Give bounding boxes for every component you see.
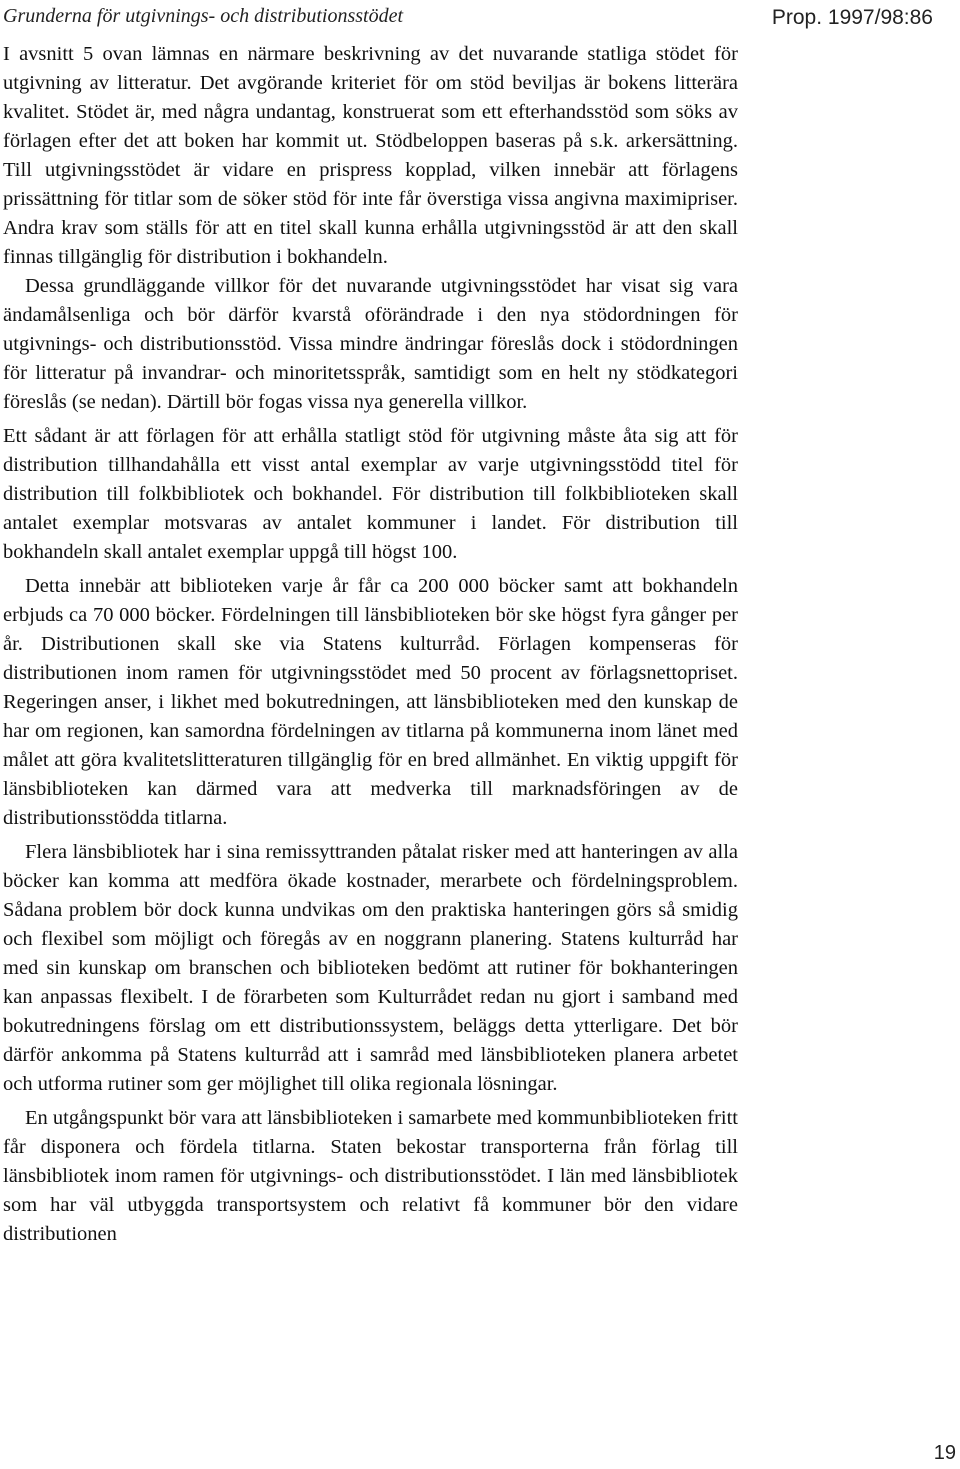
paragraph: Detta innebär att biblioteken varje år får ca 200 000 böcker samt att bokhandeln erbjuds ca 70 000 böcker. Fördelningen till länsbiblioteken bör ske högst fyra gånger per år. Distributionen skall ske via Statens kulturråd. Förlagen kompenseras för distributionen inom ramen för utgivningsstödet med 50 procent av förlagsnettopriset. Regeringen anser, i likhet med bokutredningen, att länsbiblioteken med den kunskap de har om regionen, kan samordna fördelningen av titlarna på kommunerna inom länet med målet att göra kvalitetslitteraturen tillgänglig för en bred allmänhet. En viktig uppgift för länsbiblioteken kan därmed vara att medverka till marknadsföringen av de distributionsstödda titlarna. <box>3 575 738 829</box>
page-number: 19 <box>933 1442 956 1464</box>
paragraph: Ett sådant är att förlagen för att erhålla statligt stöd för utgivning måste åta sig att för distribution tillhandahålla ett visst antal exemplar av varje utgivningsstödd titel för distribution till folkbibliotek och bokhandel. För distribution till folkbiblioteken skall antalet exemplar motsvaras av antalet kommuner i landet. För distribution till bokhandeln skall antalet exemplar uppgå till högst 100. <box>3 425 738 563</box>
proposition-reference: Prop. 1997/98:86 <box>771 6 933 29</box>
paragraph: I avsnitt 5 ovan lämnas en närmare beskrivning av det nuvarande statliga stödet för utgivning av litteratur. Det avgörande kriteriet för om stöd beviljas är bokens litterära kvalitet. Stödet är, med några undantag, konstruerat som ett efterhandsstöd som söks av förlagen efter det att boken har kommit ut. Stödbeloppen baseras på s.k. arkersättning. Till utgivningsstödet är vidare en prispress kopplad, vilken innebär att förlagens prissättning för titlar som de söker stöd för inte får överstiga vissa angivna maximipriser. Andra krav som ställs för att en titel skall kunna erhålla utgivningsstöd är att den skall finnas tillgänglig för distribution i bokhandeln. <box>3 43 738 268</box>
body-text <box>3 40 738 1249</box>
paragraph: Flera länsbibliotek har i sina remissyttranden påtalat risker med att hanteringen av alla böcker kan komma att medföra ökade kostnader, merarbete och fördelningsproblem. Sådana problem bör dock kunna undvikas om den praktiska hanteringen görs så smidig och flexibel som möjligt och föregås av en noggrann planering. Statens kulturråd har med sin kunskap om branschen och biblioteken bedömt att rutiner för bokhanteringen kan anpassas flexibelt. I de förarbeten som Kulturrådet redan nu gjort i samband med bokutredningens förslag om ett distributionssystem, beläggs detta ytterligare. Det bör därför ankomma på Statens kulturråd att i samråd med länsbiblioteken planera arbetet och utforma rutiner som ger möjlighet till olika regionala lösningar. <box>3 841 738 1095</box>
running-head: Grunderna för utgivnings- och distributionsstödet <box>3 5 403 27</box>
paragraph: Dessa grundläggande villkor för det nuvarande utgivningsstödet har visat sig vara ändamålsenliga och bör därför kvarstå oförändrade i den nya stödordningen för utgivnings- och distributionsstöd. Vissa mindre ändringar föreslås dock i stödordningen för litteratur på invandrar- och minoritetsspråk, samtidigt som en helt ny stödkategori föreslås (se nedan). Därtill bör fogas vissa nya generella villkor. <box>3 275 738 413</box>
paragraph: En utgångspunkt bör vara att länsbiblioteken i samarbete med kommunbiblioteken fritt får disponera och fördela titlarna. Staten bekostar transporterna från förlag till länsbibliotek inom ramen för utgivnings- och distributionsstödet. I län med länsbibliotek som har väl utbyggda transportsystem och relativt få kommuner bör den vidare distributionen <box>3 1107 738 1245</box>
